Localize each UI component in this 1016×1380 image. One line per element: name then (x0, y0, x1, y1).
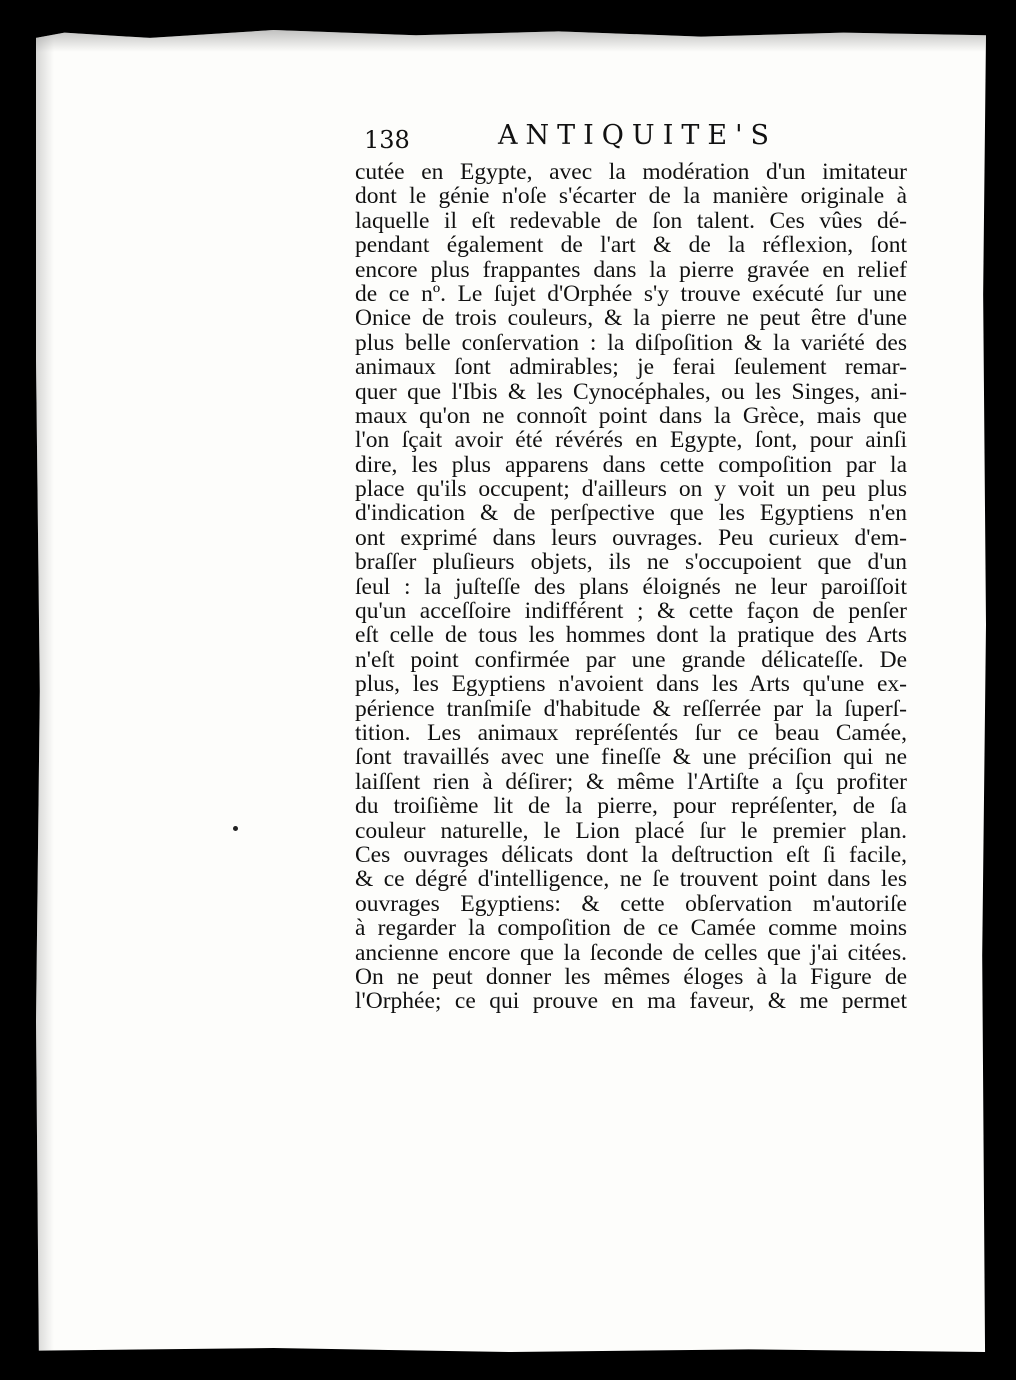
text-line: ouvrages Egyptiens: & cette obſervation m'autoriſe (355, 890, 907, 917)
text-line: ancienne encore que la ſeconde de celles que j'ai citées. (355, 939, 907, 966)
text-line: à regarder la compoſition de ce Camée comme moins (355, 915, 907, 942)
text-line: On ne peut donner les mêmes éloges à la Figure de (355, 963, 907, 990)
text-line: animaux ſont admirables; je ferai ſeulement remar- (355, 354, 907, 381)
text-line: eſt celle de tous les hommes dont la pratique des Arts (355, 622, 907, 649)
running-head: ANTIQUITE'S (498, 120, 777, 151)
text-line: Ces ouvrages délicats dont la deſtruction eſt ſi facile, (355, 841, 907, 868)
text-line: cutée en Egypte, avec la modération d'un imitateur (355, 159, 907, 185)
text-line: d'indication & de perſpective que les Egyptiens n'en (355, 500, 907, 527)
text-line: Onice de trois couleurs, & la pierre ne peut être d'une (355, 305, 907, 332)
text-line: & ce dégré d'intelligence, ne ſe trouvent point dans les (355, 866, 907, 893)
text-line: dire, les plus apparens dans cette compoſition par la (355, 451, 907, 478)
text-line: laquelle il eſt redevable de ſon talent. Ces vûes dé- (355, 207, 907, 234)
text-line: ont exprimé dans leurs ouvrages. Peu curieux d'em- (355, 524, 907, 551)
ink-speck (233, 826, 238, 831)
text-line: qu'un acceſſoire indifférent ; & cette façon de penſer (355, 598, 907, 625)
text-line: plus belle conſervation : la diſpoſition & la variété des (355, 329, 907, 356)
text-line: place qu'ils occupent; d'ailleurs on y voit un peu plus (355, 476, 907, 503)
text-line: n'eſt point confirmée par une grande délicateſſe. De (355, 646, 907, 673)
text-line: plus, les Egyptiens n'avoient dans les Arts qu'une ex- (355, 671, 907, 698)
text-line: périence tranſmiſe d'habitude & reſſerrée par la ſuperſ- (355, 695, 907, 722)
text-line: l'Orphée; ce qui prouve en ma faveur, & me permet (355, 988, 907, 1015)
text-line: ſont travaillés avec une fineſſe & une préciſion qui ne (355, 744, 907, 771)
body-text (355, 160, 907, 1014)
text-line: du troiſième lit de la pierre, pour repréſenter, de ſa (355, 793, 907, 820)
page-number: 138 (364, 126, 410, 154)
text-line: dont le génie n'oſe s'écarter de la manière originale à (355, 183, 907, 210)
text-line: ſeul : la juſteſſe des plans éloignés ne leur paroiſſoit (355, 573, 907, 600)
text-line: encore plus frappantes dans la pierre gravée en relief (355, 256, 907, 283)
text-line: braſſer pluſieurs objets, ils ne s'occupoient que d'un (355, 549, 907, 576)
text-line: l'on ſçait avoir été révérés en Egypte, ſont, pour ainſi (355, 427, 907, 454)
text-line: quer que l'Ibis & les Cynocéphales, ou les Singes, ani- (355, 378, 907, 405)
text-line: laiſſent rien à déſirer; & même l'Artiſte a ſçu profiter (355, 768, 907, 795)
text-line: couleur naturelle, le Lion placé ſur le premier plan. (355, 817, 907, 844)
text-line: pendant également de l'art & de la réflexion, ſont (355, 232, 907, 259)
text-line: tition. Les animaux repréſentés ſur ce beau Camée, (355, 719, 907, 746)
page-header (364, 120, 904, 156)
text-line: de ce nº. Le ſujet d'Orphée s'y trouve exécuté ſur une (355, 280, 907, 307)
text-line: maux qu'on ne connoît point dans la Grèce, mais que (355, 402, 907, 429)
